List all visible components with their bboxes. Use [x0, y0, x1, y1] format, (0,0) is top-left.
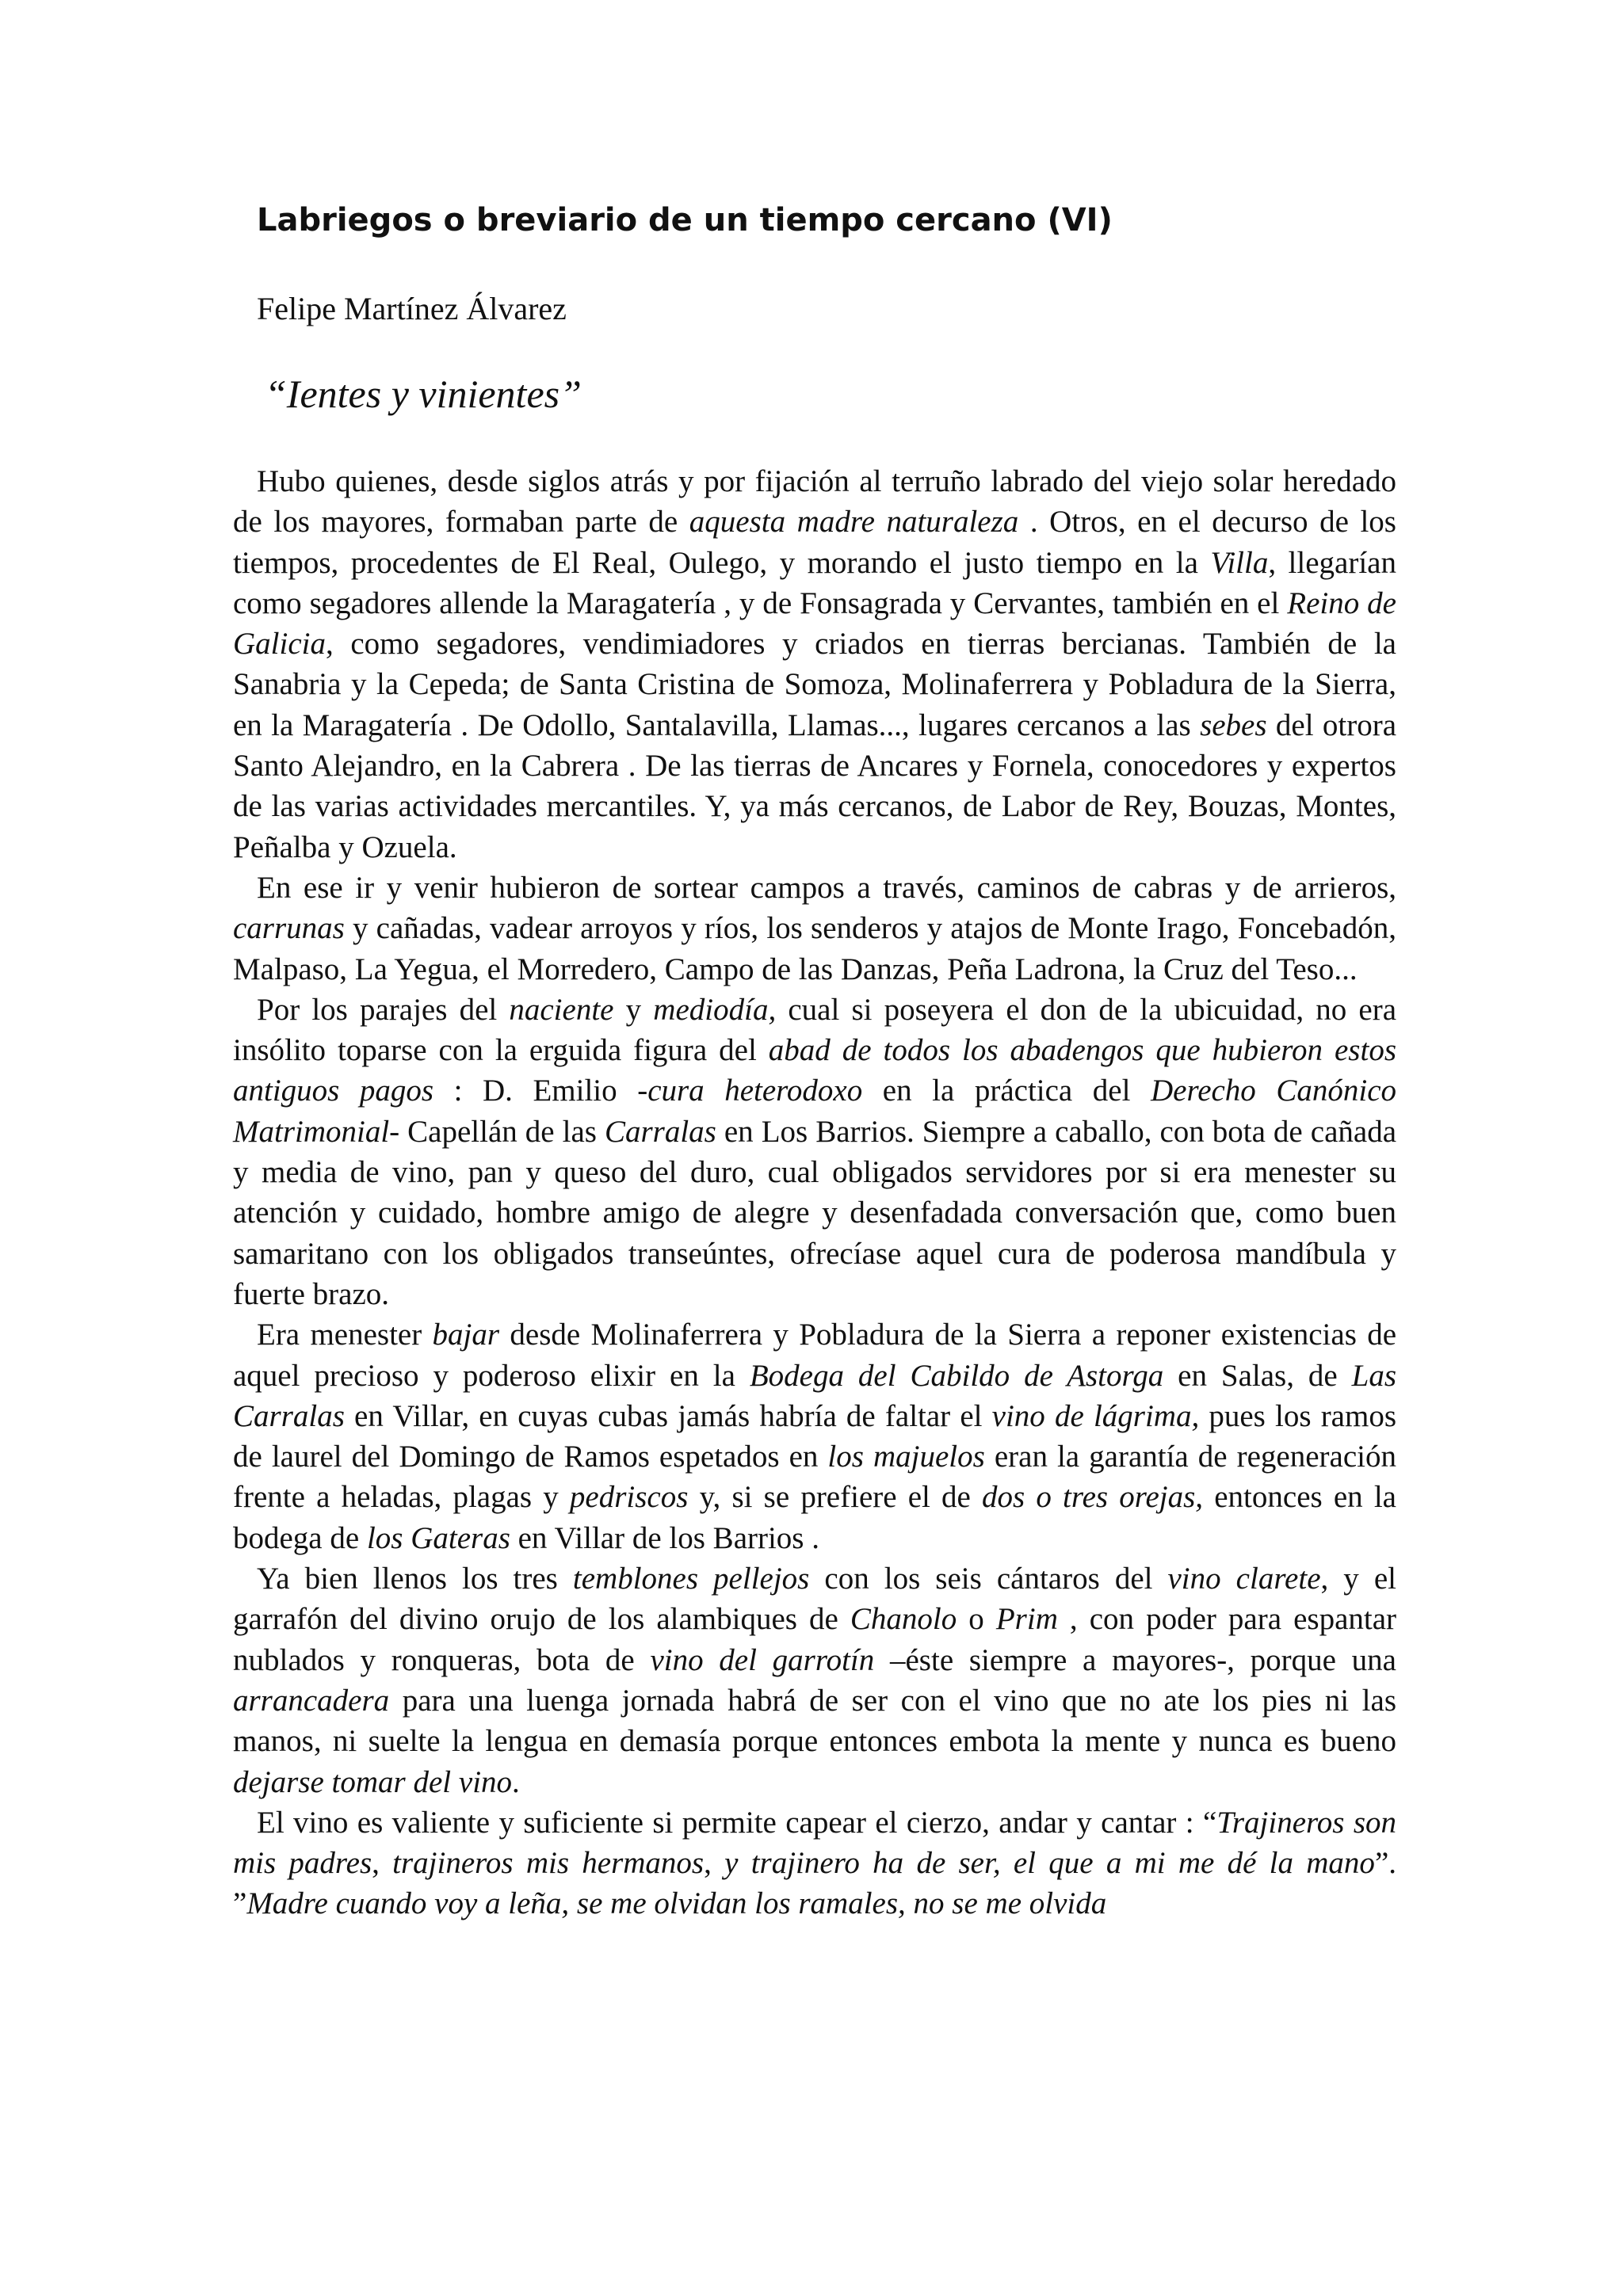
- text-run: eran la garantía de regeneración frente a heladas, plagas y: [233, 1440, 1396, 1515]
- italic-phrase: Carralas: [604, 1114, 716, 1149]
- italic-phrase: Derecho Canónico Matrimonial: [233, 1074, 1397, 1149]
- paragraph: [233, 990, 1396, 1314]
- italic-phrase: naciente: [509, 992, 614, 1027]
- italic-phrase: sebes: [1200, 707, 1267, 742]
- italic-phrase: los Gateras: [366, 1520, 510, 1555]
- text-run: , llegarían como segadores allende la Maragatería , y de Fonsagrada y Cervantes, también en el: [233, 545, 1396, 620]
- text-run: entonces en la bodega de: [233, 1480, 1396, 1555]
- italic-phrase: mediodía,: [653, 992, 777, 1027]
- paragraph: [233, 1802, 1396, 1924]
- italic-phrase: Madre cuando voy a leña, se me olvidan los ramales, no se me olvida: [246, 1886, 1107, 1921]
- text-run: Por los parajes del: [257, 992, 510, 1027]
- text-run: , con poder para espantar nublados y ronqueras, bota de: [233, 1602, 1397, 1677]
- text-run: .: [512, 1764, 520, 1799]
- italic-phrase: vino de lágrima,: [991, 1398, 1200, 1433]
- text-run: Era menester: [257, 1318, 433, 1352]
- italic-phrase: aquesta madre naturaleza: [689, 505, 1019, 540]
- text-run: en Villar de los Barrios .: [510, 1520, 819, 1555]
- text-run: o: [957, 1602, 996, 1637]
- section-heading: “Ientes y vinientes”: [265, 372, 582, 416]
- italic-phrase: trajineros mis hermanos: [392, 1846, 705, 1881]
- italic-phrase: Reino de Galicia: [233, 585, 1396, 662]
- italic-phrase: Trajineros son mis padres: [233, 1805, 1396, 1881]
- text-run: Hubo quienes, desde siglos atrás y por fijación al terruño labrado del viejo solar heredado de los mayores, formaban parte de: [233, 464, 1396, 540]
- author-name: Felipe Martínez Álvarez: [257, 291, 567, 326]
- italic-phrase: y trajinero ha de ser, el que a mi me dé la mano: [724, 1846, 1375, 1881]
- paragraph: [233, 1558, 1396, 1802]
- text-run: y: [613, 992, 654, 1027]
- document-title: Labriegos o breviario de un tiempo cercano (VI): [257, 202, 1113, 238]
- text-run: cual si poseyera el don de la ubicuidad, no era insólito toparse con la erguida figura del: [233, 992, 1397, 1068]
- text-run: y cañadas, vadear arroyos y ríos, los senderos y atajos de Monte Irago, Foncebadón, Malpaso, La Yegua, el Morredero, Campo de las Danzas, Peña Ladrona, la Cruz del Teso...: [233, 911, 1396, 986]
- text-run: , y el garrafón del divino orujo de los alambiques de: [233, 1562, 1396, 1637]
- text-run: –éste siempre a mayores-, porque una: [874, 1642, 1396, 1677]
- text-run: El vino es valiente y suficiente si permite capear el cierzo, andar y cantar : “: [257, 1805, 1217, 1840]
- italic-phrase: Bodega del Cabildo de Astorga: [749, 1358, 1164, 1393]
- italic-phrase: Villa: [1210, 545, 1269, 580]
- italic-phrase: arrancadera: [233, 1683, 390, 1718]
- text-run: ,: [372, 1846, 393, 1881]
- italic-phrase: dejarse tomar del vino: [233, 1764, 513, 1799]
- text-run: : D. Emilio -: [433, 1074, 648, 1108]
- text-run: desde Molinaferrera y Pobladura de la Sierra a reponer existencias de aquel precioso y poderoso elixir en la: [233, 1318, 1397, 1393]
- text-run: en Salas, de: [1163, 1358, 1352, 1393]
- text-run: en Villar, en cuyas cubas jamás habría de faltar el: [344, 1398, 992, 1433]
- text-run: con los seis cántaros del: [809, 1562, 1168, 1596]
- text-run: en la práctica del: [862, 1074, 1151, 1108]
- paragraph: [233, 868, 1396, 990]
- italic-phrase: Prim: [995, 1602, 1058, 1637]
- text-run: pues los ramos de laurel del Domingo de Ramos espetados en: [233, 1398, 1397, 1474]
- body-text: [233, 461, 1396, 1924]
- text-run: En ese ir y venir hubieron de sortear campos a través, caminos de cabras y de arrieros,: [257, 870, 1396, 905]
- text-run: para una luenga jornada habrá de ser con el vino que no ate los pies ni las manos, ni suelte la lengua en demasía porque entonces embota la mente y nunca es bueno: [233, 1683, 1396, 1759]
- italic-phrase: carrunas: [233, 911, 345, 946]
- text-run: y, si se prefiere el de: [688, 1480, 983, 1515]
- italic-phrase: bajar: [432, 1318, 500, 1352]
- italic-phrase: temblones pellejos: [572, 1562, 810, 1596]
- italic-phrase: vino del garrotín: [650, 1642, 875, 1677]
- text-run: ”. ”: [233, 1846, 1396, 1921]
- text-run: , como segadores, vendimiadores y criados en tierras bercianas. También de la Sanabria y la Cepeda; de Santa Cristina de Somoza, Molinaferrera y Pobladura de la Sierra, en la Maragatería . De Odollo, Santalavilla, Llamas..., lugares cercanos a las: [233, 627, 1396, 742]
- italic-phrase: los majuelos: [827, 1440, 985, 1474]
- paragraph: [233, 461, 1396, 868]
- text-run: Ya bien llenos los tres: [257, 1562, 573, 1596]
- text-run: - Capellán de las: [389, 1114, 605, 1149]
- paragraph: [233, 1314, 1396, 1558]
- italic-phrase: Chanolo: [850, 1602, 957, 1637]
- italic-phrase: abad de todos los abadengos que hubieron estos antiguos pagos: [233, 1033, 1396, 1108]
- text-run: . Otros, en el decurso de los tiempos, procedentes de El Real, Oulego, y morando el justo tiempo en la: [233, 505, 1396, 580]
- italic-phrase: Las Carralas: [233, 1358, 1396, 1433]
- italic-phrase: cura heterodoxo: [647, 1074, 863, 1108]
- text-run: del otrora Santo Alejandro, en la Cabrera . De las tierras de Ancares y Fornela, conocedores y expertos de las varias actividades mercantiles. Y, ya más cercanos, de Labor de Rey, Bouzas, Montes, Peñalba y Ozuela.: [233, 707, 1396, 864]
- text-run: en Los Barrios. Siempre a caballo, con bota de cañada y media de vino, pan y queso del duro, cual obligados servidores por si era menester su atención y cuidado, hombre amigo de alegre y desenfadada conversación que, como buen samaritano con los obligados transeúntes, ofrecíase aquel cura de poderosa mandíbula y fuerte brazo.: [233, 1114, 1396, 1311]
- text-run: ,: [704, 1846, 725, 1881]
- italic-phrase: pedriscos: [569, 1480, 689, 1515]
- italic-phrase: vino clarete: [1167, 1562, 1321, 1596]
- italic-phrase: dos o tres orejas,: [982, 1480, 1204, 1515]
